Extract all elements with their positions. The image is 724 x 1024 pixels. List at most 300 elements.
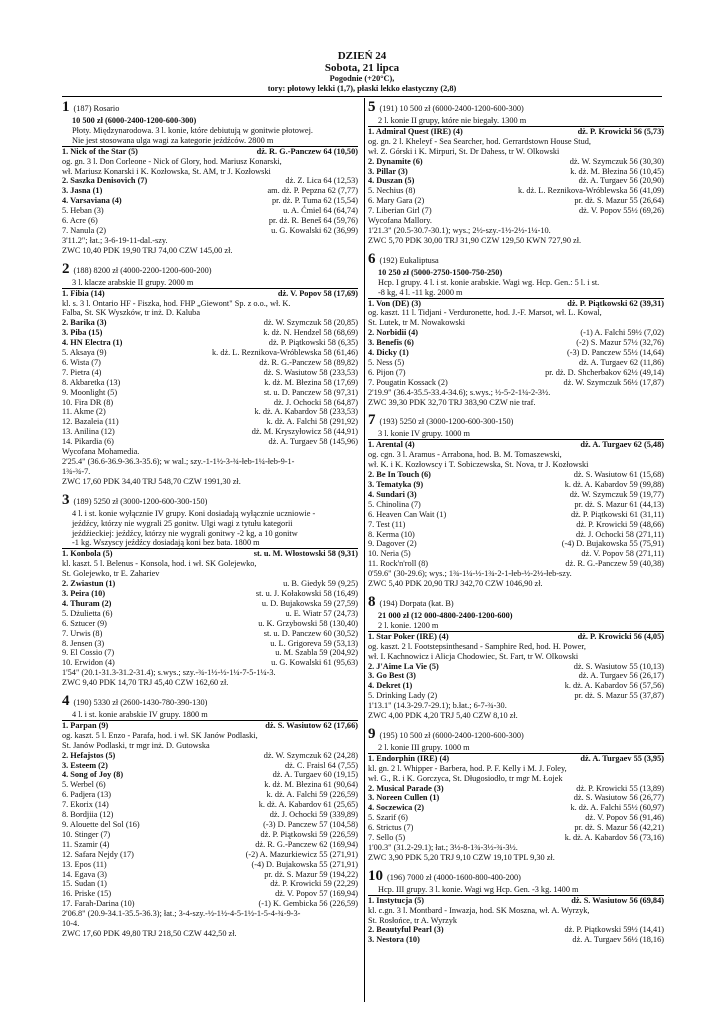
race-block [62,493,358,688]
runner-horse: 6. Padjera (13) [62,790,112,800]
race-result-line: 1'54" (20.1-31.3-31.2-31.4); s.wys.; szy.-¾-1½-½-1¼-7-5-1¼-3. [62,668,276,678]
race-result-line: 1¾-¾-7. [62,466,91,476]
runner-jockey: k. dż. A. Falchi 59 (226,59) [266,790,358,800]
runner-jockey: st. u. J. Kołakowski 58 (16,49) [255,588,358,598]
race-result-line: ZWC 4,00 PDK 4,20 TRJ 5,40 CZW 8,10 zł. [368,711,518,721]
runner-row [62,780,358,790]
runner-jockey: st. u. D. Panczew 60 (30,52) [263,628,358,638]
runner-jockey: dż. V. Popov 58 (271,11) [581,549,664,559]
runner-horse: 6. Strictus (7) [368,823,414,833]
runner-jockey: k. dż. A. Kabardov 61 (25,65) [258,800,358,810]
runner-horse: 2. Barika (3) [62,318,107,328]
race-heading [368,727,664,743]
runner-row [62,398,358,408]
runner-horse: 15. Sudan (1) [62,879,107,889]
winner-details: St. Golejewko, tr E. Zahariev [62,569,160,579]
runner-row [368,490,664,500]
winner-details: og. gn. 2 l. Kheleyf - Sea Searcher, hod. Gerrardstown House Stud, [368,136,591,146]
runner-horse: 8. Kerma (10) [368,529,415,539]
runner-jockey: dż. W. Szymczuk 59 (19,77) [569,489,664,499]
runner-row [368,539,664,549]
runner-row [62,186,358,196]
runner-horse: 3. Piba (15) [62,328,103,338]
runner-horse: 5. Drinking Lady (2) [368,691,438,701]
runner-horse: 2. Zwiastun (1) [62,579,116,589]
race-heading [62,100,358,116]
runner-horse: 6. Pijon (7) [368,367,406,377]
runner-jockey: dż. R. G.-Panczew 62 (169,94) [255,839,358,849]
race-heading [62,493,358,509]
race-heading [368,413,664,429]
winner-row [62,289,358,299]
runner-jockey: dż. A. Turgaev 62 (11,86) [578,357,664,367]
race-number: 8 [368,593,376,610]
runner-jockey: k. dż. A. Falchi 55½ (60,97) [570,803,664,813]
runner-row [62,176,358,186]
race-conditions: 3 l. klacze arabskie II grupy. 2000 m [62,278,358,289]
runner-row [368,833,664,843]
runner-row [368,662,664,672]
runner-horse: 3. Jasna (1) [62,186,103,196]
runner-row [62,761,358,771]
race-title: (187) Rosario [73,104,120,113]
runner-row [62,368,358,378]
runner-row [368,823,664,833]
winner-details: wł. Z. Górski i K. Mirpuri, St. Dr Dahess, tr W. Olkowski [368,146,560,156]
runner-horse: 4. Duszan (5) [368,176,415,186]
runner-row [62,348,358,358]
runner-horse: 5. Chinolina (7) [368,499,421,509]
winner-row [368,127,664,137]
winner-details: kl. c.gn. 3 l. Montbard - Inwazja, hod. SK Moszna, wł. A. Wyrzyk, [368,905,590,915]
race-block [368,413,664,589]
runner-row [62,427,358,437]
runner-row [62,800,358,810]
winner-horse: 1. Fibia (14) [62,288,105,298]
runner-row [368,348,664,358]
runner-horse: 3. Pillar (3) [368,166,408,176]
runner-row [62,216,358,226]
runner-row [62,407,358,417]
runner-horse: 16. Priske (15) [62,889,112,899]
winner-horse: 1. Endorphin (IRE) (4) [368,753,450,763]
race-block [62,694,358,939]
runner-jockey: u. B. Giedyk 59 (9,25) [283,579,358,589]
runner-horse: 12. Bazaleia (11) [62,417,119,427]
page-header [62,50,662,94]
runner-jockey: dż. V. Popov 57 (169,94) [275,889,358,899]
runner-jockey: u. L. Grigoreva 59 (53,13) [270,638,358,648]
runner-jockey: dż. A. Turgaev 58 (145,96) [268,437,358,447]
race-result-line: 2'25.4" (36.6-36.9-36.3-35.6); w wal.; szy.-1-1½-3-¾-łeb-1¼-łeb-9-1- [62,457,295,466]
race-conditions: 4 l. i st. konie wyłącznie IV grupy. Koni dosiadają wyłącznie uczniowie - [72,508,316,518]
runner-jockey: dż. V. Popov 55½ (69,26) [579,206,664,216]
race-result-line: ZWC 5,40 PDK 20,90 TRJ 342,70 CZW 1046,90 zł. [368,579,543,589]
runner-row [62,609,358,619]
runner-jockey: (-2) A. Mazurkiewicz 55 (271,91) [245,849,358,859]
runner-row [62,850,358,860]
runner-row [62,810,358,820]
runner-horse: 10. Neria (5) [368,549,411,559]
runner-jockey: dż. R. G.-Panczew 59 (40,38) [565,559,664,569]
runner-horse: 8. Akbaretka (13) [62,377,121,387]
race-result-line: 1'00.3" (31.2-29.1); łat.; 3½-8-1¾-3½-¾-3½. [368,843,518,852]
race-title: (188) 8200 zł (4000-2200-1200-600-200) [73,265,212,275]
winner-row [62,147,358,157]
winner-details: kl. s. 3 l. Ontario HF - Fiszka, hod. FHP „Giewont" Sp. z o.o., wł. K. [62,298,291,308]
runner-jockey: pr. dż. S. Mazur 55 (37,87) [574,691,664,701]
winner-details: og. kaszt. 5 l. Enzo - Parafa, hod. i wł. SK Janów Podlaski, [62,730,258,740]
runner-jockey: u. D. Bujakowska 59 (27,59) [261,598,358,608]
race-conditions: 3 l. konie IV grupy. 1000 m [368,429,664,440]
winner-jockey: dż. R. G.-Panczew 64 (10,50) [256,146,358,156]
winner-row [62,721,358,731]
race-result-line: ZWC 3,90 PDK 5,20 TRJ 9,10 CZW 19,10 TPL 9,30 zł. [368,852,555,862]
runner-jockey: dż. P. Piątkowski 59 (226,59) [260,829,358,839]
runner-row [62,820,358,830]
race-number: 5 [368,99,376,115]
runner-row [368,793,664,803]
race-heading [62,694,358,710]
runner-row [62,417,358,427]
runner-horse: 5. Szarif (6) [368,813,408,823]
runner-horse: 9. El Cossio (7) [62,648,115,658]
winner-details: og. gn. 3 l. Don Corleone - Nick of Glory, hod. Mariusz Konarski, [62,156,282,166]
race-title: (192) Eukaliptusa [379,255,439,265]
runner-horse: 11. Akme (2) [62,407,106,417]
race-block [368,252,664,408]
runner-horse: 7. Pougatin Kossack (2) [368,377,448,387]
race-result-line: ZWC 9,40 PDK 14,70 TRJ 45,40 CZW 162,60 zł. [62,678,229,688]
runner-jockey: am. dż. P. Pepzna 62 (7,77) [267,186,358,196]
race-conditions: 2 l. konie II grupy, które nie biegały. 1300 m [368,116,664,127]
runner-row [62,388,358,398]
runner-jockey: k. dż. A. Kabardov 56 (57,56) [564,681,664,691]
race-number: 7 [368,412,376,429]
runner-horse: 7. Liberian Girl (7) [368,206,432,216]
winner-details: wł. K. i K. Kozłowscy i T. Sobiczewska, St. Nova, tr J. Kozłowski [368,460,589,470]
runner-jockey: u. A. Ćmiel 64 (64,74) [283,206,358,216]
race-conditions: -8 kg, 4 l. -11 kg. 2000 m [368,288,664,299]
runner-horse: 3. Esteem (2) [62,760,108,770]
race-result-line: 0'59.6" (30-29.6); wys.; 1¾-1¼-½-1¾-2-1-łeb-½-2½-łeb-szy. [368,569,572,579]
runner-horse: 6. Acre (6) [62,216,98,226]
runner-row [368,549,664,559]
date-title: Sobota, 21 lipca [324,62,400,74]
runner-horse: 6. Heaven Can Wait (1) [368,509,447,519]
winner-row [368,299,664,309]
runner-jockey: dż. P. Krowicki 55 (13,89) [576,783,664,793]
runner-jockey: k. dż. L. Reznikova-Wróblewska 58 (61,46) [212,348,358,358]
runner-jockey: (-1) A. Falchi 59½ (7,02) [580,328,664,338]
race-title: (189) 5250 zł (3000-1200-600-300-150) [73,496,208,506]
runner-horse: 7. Urwis (8) [62,628,103,638]
winner-details: St. Rosłońce, tr A. Wyrzyk [368,915,457,925]
winner-jockey: dż. S. Wasiutow 62 (17,66) [265,720,358,730]
runner-horse: 5. Ness (5) [368,357,405,367]
runner-horse: 3. Noreen Cullen (1) [368,793,440,803]
runner-horse: 6. Mary Gara (2) [368,196,425,206]
runner-row [368,671,664,681]
runner-row [368,559,664,569]
winner-details: St. Janów Podlaski, tr mgr inż. D. Gutowska [62,740,210,750]
runner-row [62,889,358,899]
runner-row [62,358,358,368]
runner-row [62,338,358,348]
runner-jockey: k. dż. N. Hendzel 58 (68,69) [263,328,358,338]
runner-row [368,338,664,348]
winner-row [62,549,358,559]
race-prize: 10 250 zł (5000-2750-1500-750-250) [378,267,503,277]
runner-jockey: k. dż. A. Kabardov 56 (73,16) [564,833,664,843]
winner-horse: 1. Konbola (5) [62,549,113,559]
runner-jockey: dż. W. Szymczuk 62 (24,28) [263,750,358,760]
runner-jockey: dż. S. Wasiutow 55 (10,13) [573,661,664,671]
runner-row [62,860,358,870]
runner-row [368,358,664,368]
race-conditions: Płoty. Międzynarodowa. 3 l. konie, które debiutują w gonitwie płotowej. [72,125,313,135]
runner-jockey: pr. dż. S. Mazur 56 (42,21) [574,823,664,833]
winner-row [368,754,664,764]
winner-details: St. Lutek, tr M. Nowakowski [368,318,466,328]
race-result-line: Wycofana Mallory. [368,216,432,226]
race-result-line: 1'21.3" (20.5-30.7-30.1); wys.; 2½-szy.-1½-2½-1¼-10. [368,225,551,235]
day-title: DZIEŃ 24 [337,50,387,62]
runner-jockey: dż. W. Szymczuk 56 (30,30) [569,156,664,166]
winner-jockey: dż. P. Krowicki 56 (4,05) [577,631,664,641]
runner-row [62,658,358,668]
runner-row [62,870,358,880]
runner-row [62,589,358,599]
runner-row [368,803,664,813]
runner-row [62,437,358,447]
runner-jockey: pr. dż. S. Mazur 59 (194,22) [264,869,358,879]
runner-jockey: (-1) K. Gembicka 56 (226,59) [258,899,358,909]
runner-horse: 2. Saszka Denisovich (7) [62,176,148,186]
runner-row [368,328,664,338]
runner-row [368,206,664,216]
left-column [62,100,358,945]
race-title: (195) 10 500 zł (6000-2400-1200-600-300) [379,730,524,740]
race-title: (194) Dorpata (kat. B) [379,598,454,608]
runner-horse: 9. Moonlight (5) [62,387,118,397]
winner-jockey: dż. A. Turgaev 55 (3,95) [580,753,664,763]
runner-jockey: (-3) D. Panczew 57 (104,58) [263,820,358,829]
runner-row [62,840,358,850]
runner-jockey: (-4) D. Bujakowska 55 (271,91) [251,859,358,869]
runner-horse: 7. Ekorix (14) [62,800,109,810]
winner-details: og. cgn. 3 l. Aramus - Arrabona, hod. B. M. Tomaszewski, [368,450,562,460]
race-heading [62,262,358,278]
runner-row [62,830,358,840]
runner-jockey: dż. R. G.-Panczew 58 (89,82) [259,357,358,367]
runner-horse: 8. Jensen (3) [62,638,105,648]
winner-jockey: dż. A. Turgaev 62 (5,48) [580,440,664,450]
winner-details: wł. Mariusz Konarski i K. Kozłowska, St. AM, tr J. Kozłowski [62,166,271,176]
runner-jockey: k. dż. A. Kabardov 58 (233,53) [254,407,358,417]
race-heading [368,595,664,611]
runner-jockey: dż. V. Popov 56 (91,46) [585,813,664,823]
runner-horse: 9. Dagover (2) [368,539,417,549]
runner-jockey: u. G. Kowalski 62 (36,99) [271,225,358,235]
runner-jockey: (-2) S. Mazur 57½ (32,76) [576,338,664,348]
runner-horse: 7. Sello (5) [368,833,406,843]
runner-jockey: u. M. Szabla 59 (204,92) [275,648,358,658]
runner-horse: 10. Fira DR (8) [62,397,114,407]
runner-horse: 2. Dynamite (6) [368,156,423,166]
runner-horse: 3. Benefis (6) [368,338,414,348]
runner-row [62,899,358,909]
runner-row [368,176,664,186]
runner-row [368,378,664,388]
race-conditions: Hcp. I grupy. 4 l. i st. konie arabskie. Wagi wg. Hcp. Gen.: 5 l. i st. [378,277,600,287]
runner-row [62,619,358,629]
winner-details: Falba, St. SK Wyszków, tr inż. D. Kaluba [62,308,200,318]
runner-row [368,813,664,823]
runner-horse: 2. Be In Touch (6) [368,470,431,480]
runner-row [368,480,664,490]
runner-horse: 3. Peira (10) [62,588,106,598]
runner-row [62,599,358,609]
runner-jockey: pr. dż. D. Shcherbakov 62½ (49,14) [545,367,664,377]
runner-horse: 6. Sztucer (9) [62,618,107,628]
race-result-line: 10-4. [62,919,80,929]
runner-jockey: dż. C. Fraisl 64 (7,55) [284,760,358,770]
runner-horse: 4. Thuram (2) [62,598,112,608]
runner-jockey: dż. J. Ochocki 58 (271,11) [576,529,664,539]
race-result-line: ZWC 17,60 PDK 49,80 TRJ 218,50 CZW 442,50 zł. [62,928,237,938]
runner-horse: 4. Varsaviana (4) [62,196,122,206]
race-block [368,869,664,945]
runner-jockey: st. u. D. Panczew 58 (97,31) [263,387,358,397]
race-result-line: ZWC 5,70 PDK 30,00 TRJ 31,90 CZW 129,50 KWN 727,90 zł. [368,235,582,245]
race-heading [368,869,664,885]
right-column [368,100,664,951]
race-heading [368,252,664,268]
race-conditions: 2 l. konie III grupy. 1000 m [368,743,664,754]
race-number: 4 [62,693,70,710]
winner-details: kl. gn. 2 l. Whipper - Barbera, hod. P. F. Kelly i M. J. Foley, [368,763,567,773]
runner-row [62,639,358,649]
runner-jockey: pr. dż. R. Beneš 64 (59,76) [268,216,358,226]
winner-details: wł. G., R. i K. Gorczyca, St. Długosiodło, tr mgr M. Łojek [368,773,563,783]
runner-row [62,629,358,639]
runner-row [368,925,664,935]
runner-jockey: pr. dż. P. Tuma 62 (15,54) [272,196,358,206]
race-result-line: Wycofana Mohamedia. [62,447,140,457]
winner-horse: 1. Admiral Quest (IRE) (4) [368,126,463,136]
runner-horse: 11. Rock'n'roll (8) [368,559,429,569]
runner-horse: 4. HN Electra (1) [62,338,123,348]
runner-row [62,579,358,589]
runner-row [62,206,358,216]
runner-jockey: (-3) D. Panczew 55½ (14,64) [567,348,664,358]
runner-jockey: pr. dż. S. Mazur 55 (26,64) [574,196,664,206]
runner-horse: 9. Alouette del Sol (16) [62,820,140,829]
runner-row [62,648,358,658]
runner-horse: 5. Heban (3) [62,206,104,216]
race-number: 3 [62,491,70,508]
runner-jockey: dż. J. Ochocki 58 (64,87) [273,397,358,407]
runner-row [368,530,664,540]
winner-details: wł. I. Kachnowicz i Alicja Chodowiec, St. Fart, tr W. Olkowski [368,651,579,661]
runner-row [368,681,664,691]
winner-horse: 1. Star Poker (IRE) (4) [368,631,449,641]
race-number: 9 [368,725,376,742]
race-result-line: ZWC 17,60 PDK 34,40 TRJ 548,70 CZW 1991,30 zł. [62,476,241,486]
header-divider [62,96,662,97]
runner-jockey: dż. A. Turgaev 56 (26,17) [578,671,664,681]
runner-row [368,157,664,167]
race-result-line: 2'06.8" (20.9-34.1-35.5-36.3); łat.; 3-4-szy.-½-1½-4-5-1½-1-5-4-¾-9-3- [62,909,301,919]
race-number: 10 [368,867,383,884]
runner-jockey: k. dż. M. Błezina 56 (10,45) [570,166,664,176]
runner-horse: 10. Stinger (7) [62,829,111,839]
runner-jockey: (-4) D. Bujakowska 55 (75,91) [561,539,664,549]
runner-horse: 4. Sundari (3) [368,489,417,499]
runner-horse: 2. J'Aime La Vie (5) [368,661,439,671]
runner-horse: 17. Farah-Darina (10) [62,899,135,909]
winner-row [368,632,664,642]
runner-jockey: dż. M. Kryszyłowicz 58 (44,91) [251,427,358,437]
race-conditions: -1 kg. Wszyscy jeźdźcy dosiadają koni bez bata. 1800 m [62,538,358,549]
runner-horse: 5. Dżulietta (6) [62,608,113,618]
race-prize: 21 000 zł (12 000-4800-2400-1200-600) [378,610,513,620]
runner-horse: 14. Pikardia (6) [62,437,114,447]
runner-jockey: dż. A. Turgaev 60 (19,15) [272,770,358,780]
runner-jockey: u. K. Grzybowski 58 (130,40) [258,618,358,628]
runner-jockey: k. dż. M. Błezina 61 (90,64) [264,780,358,790]
runner-row [62,770,358,780]
runner-horse: 2. Norbidii (4) [368,328,419,338]
winner-horse: 1. Instytucja (5) [368,895,424,905]
runner-row [368,470,664,480]
winner-details: og. kaszt. 11 l. Tidjani - Verduronette, hod. J.-F. Marsot, wł. L. Kowal, [368,308,602,318]
race-conditions: 4 l. i st. konie arabskie IV grupy. 1800 m [62,710,358,721]
race-conditions: jeźdźcy, którzy nie wygrali 25 gonitw. Ulgi wagi z tytułu kategorii [72,518,293,528]
race-number: 1 [62,99,70,115]
runner-horse: 14. Egava (3) [62,869,107,879]
race-title: (193) 5250 zł (3000-1200-600-300-150) [379,417,514,427]
weather-line: Pogodnie (+20°C), [329,74,395,83]
runner-jockey: dż. J. Ochocki 59 (339,89) [269,810,358,820]
winner-horse: 1. Parpan (9) [62,720,109,730]
winner-horse: 1. Nick of the Star (5) [62,146,138,156]
winner-jockey: st. u. M. Włostowski 58 (9,31) [253,549,358,559]
runner-horse: 4. Dicky (1) [368,348,409,358]
runner-horse: 7. Test (11) [368,519,406,529]
runner-row [368,500,664,510]
runner-row [368,691,664,701]
runner-horse: 3. Nestora (10) [368,935,420,945]
runner-row [62,879,358,889]
runner-row [368,510,664,520]
runner-horse: 5. Werbel (6) [62,780,106,790]
race-title: (196) 7000 zł (4000-1600-800-400-200) [387,872,521,882]
runner-jockey: dż. S. Wasiutow 61 (15,68) [573,470,664,480]
winner-jockey: dż. P. Krowicki 56 (5,73) [577,126,664,136]
runner-jockey: k. dż. A. Falchi 58 (291,92) [266,417,358,427]
runner-row [368,368,664,378]
runner-horse: 4. Song of Joy (8) [62,770,124,780]
race-heading [368,100,664,116]
runner-jockey: dż. A. Turgaev 56½ (18,16) [572,935,664,945]
runner-horse: 7. Nanula (2) [62,225,107,235]
race-conditions: jeźdźieckiej: jeźdźcy, którzy nie wygrali gonitwy -2 kg, a 10 gonitw [72,528,298,538]
winner-jockey: dż. V. Popov 58 (17,69) [277,288,358,298]
runner-jockey: dż. W. Szymczuk 58 (20,85) [263,318,358,328]
race-block [62,100,358,256]
